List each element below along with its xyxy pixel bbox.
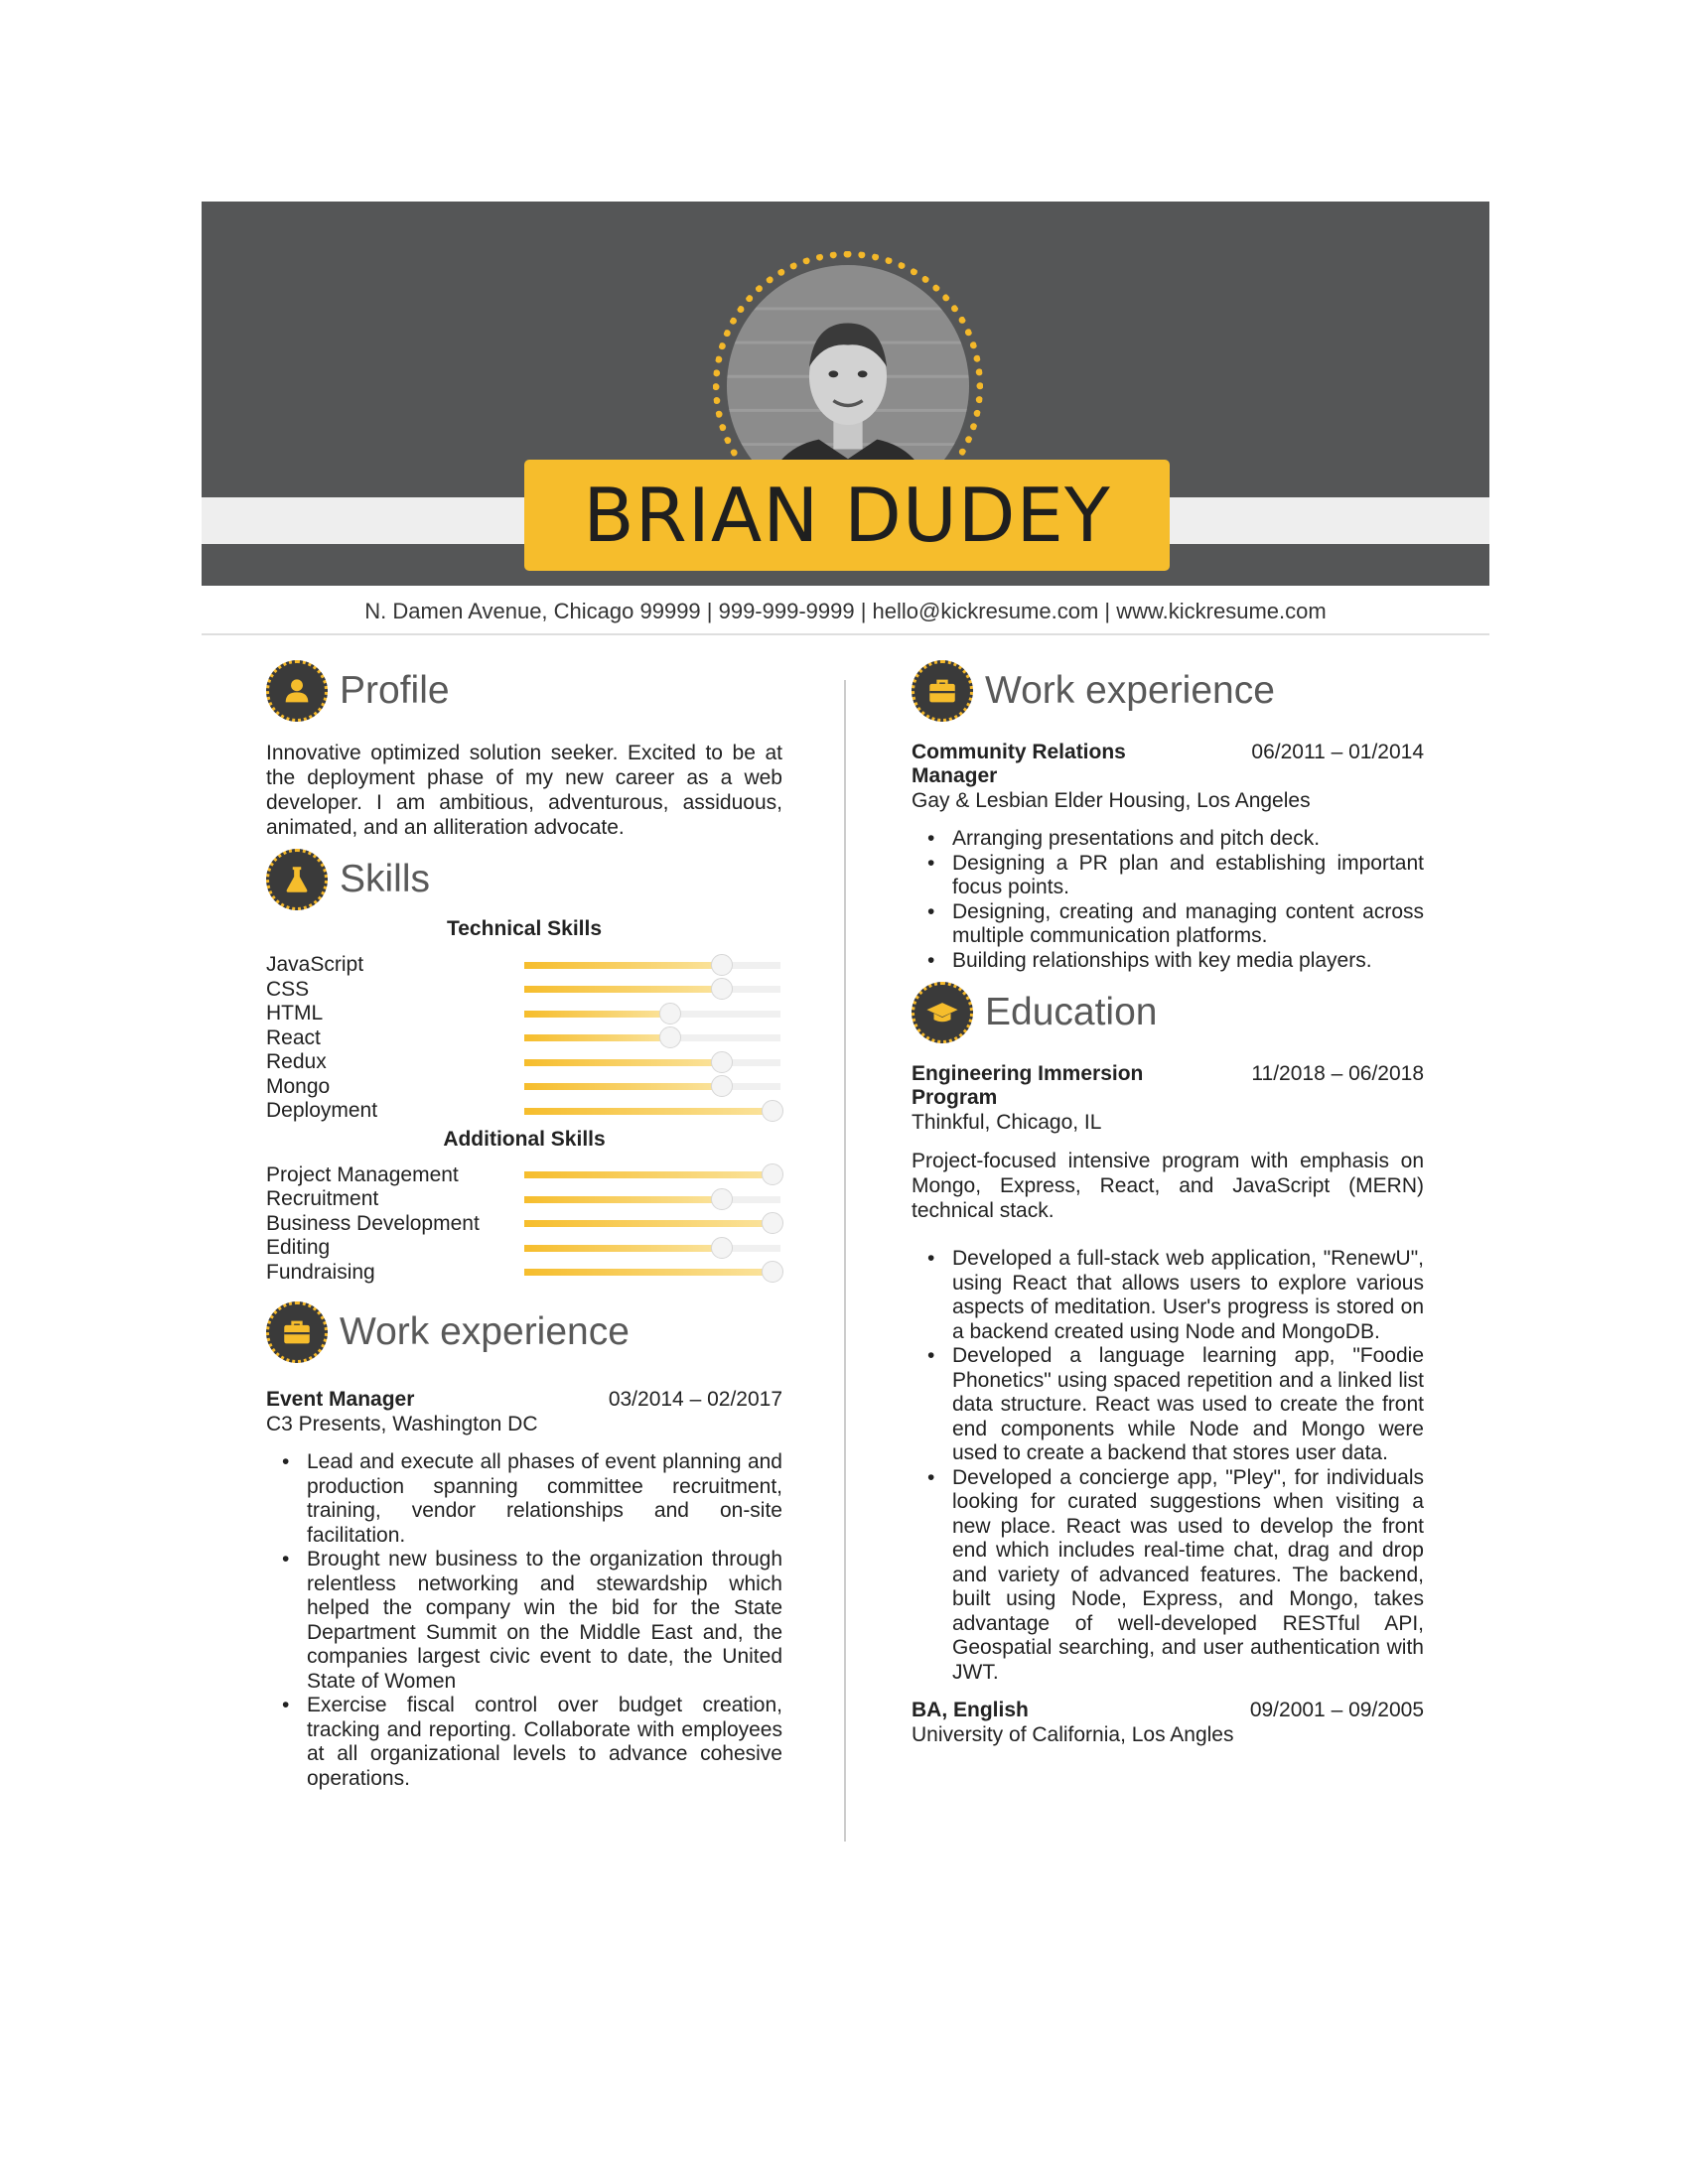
list-item: • Lead and execute all phases of event planning and production spanning committee recruitment, training, vendor relationships and on-site facilitation.: [266, 1450, 782, 1548]
skill-level-knob: [711, 1237, 733, 1259]
profile-title: Profile: [340, 669, 450, 712]
skill-level-knob: [711, 954, 733, 976]
program-institution: Thinkful, Chicago, IL: [912, 1111, 1102, 1134]
skill-name: Editing: [266, 1236, 331, 1260]
skill-name: Fundraising: [266, 1260, 375, 1284]
skill-row: [266, 1050, 782, 1075]
work-right-section-header: [912, 655, 1424, 727]
graduation-cap-icon: [912, 982, 973, 1043]
skill-level-bar: [524, 1171, 780, 1178]
job-organization: Gay & Lesbian Elder Housing, Los Angeles: [912, 789, 1311, 812]
program-title: Engineering Immersion Program: [912, 1062, 1144, 1109]
skill-level-knob: [762, 1261, 783, 1283]
skill-level-fill: [524, 1011, 670, 1018]
work-left-title: Work experience: [340, 1310, 630, 1353]
additional-skills-title: Additional Skills: [443, 1127, 606, 1151]
skill-row: [266, 978, 782, 1003]
name-banner: [524, 460, 1170, 571]
skill-name: HTML: [266, 1002, 324, 1025]
skill-name: Deployment: [266, 1099, 378, 1123]
skill-level-knob: [711, 1075, 733, 1097]
skill-row: [266, 1075, 782, 1100]
skill-name: React: [266, 1025, 321, 1049]
skill-level-fill: [524, 1196, 722, 1203]
job-header: [266, 1388, 782, 1412]
skill-level-fill: [524, 1245, 722, 1252]
skill-row: [266, 1099, 782, 1124]
technical-skills-title: Technical Skills: [446, 917, 602, 940]
skill-level-knob: [711, 1051, 733, 1073]
candidate-name: BRIAN DUDEY: [583, 472, 1111, 559]
skill-level-fill: [524, 1083, 722, 1090]
list-item: • Designing, creating and managing content across multiple communication platforms.: [912, 900, 1424, 949]
skill-name: CSS: [266, 977, 310, 1001]
technical-skills-list: [266, 953, 782, 1124]
skill-row: [266, 1163, 782, 1188]
skill-level-fill: [524, 1220, 773, 1227]
list-item: • Developed a concierge app, "Pley", for individuals looking for curated suggestions when visiting a new place. React was used to develop the front end which includes real-time chat, drag and drop and variety of advanced features. The backend, built using Node, Express, and Mongo, takes advantage of well-developed RESTful API, Geospatial searching, and user authentication with JWT.: [912, 1466, 1424, 1686]
program-header: [912, 1062, 1424, 1110]
skill-name: Project Management: [266, 1162, 459, 1186]
skills-section-header: [266, 844, 782, 915]
contact-info: N. Damen Avenue, Chicago 99999 | 999-999-9999 | hello@kickresume.com | www.kickresume.com: [364, 599, 1327, 623]
education-program: [912, 1062, 1424, 1685]
skill-level-bar: [524, 986, 780, 993]
skill-level-knob: [711, 978, 733, 1000]
skill-name: Mongo: [266, 1074, 331, 1098]
list-item: • Developed a full-stack web application, "RenewU", using React that allows users to explore various aspects of meditation. User's progress is stored on a backend created using Node and MongoDB.: [912, 1247, 1424, 1344]
skill-level-bar: [524, 1245, 780, 1252]
skill-level-fill: [524, 1171, 773, 1178]
skill-row: [266, 1236, 782, 1261]
skill-level-fill: [524, 1059, 722, 1066]
skill-level-knob: [711, 1188, 733, 1210]
list-item: • Exercise fiscal control over budget creation, tracking and reporting. Collaborate with employees at all organizational levels to advance cohesive operations.: [266, 1694, 782, 1791]
skill-level-fill: [524, 1034, 670, 1041]
work-right-title: Work experience: [985, 669, 1275, 712]
column-divider: [844, 680, 846, 1842]
skill-level-bar: [524, 1083, 780, 1090]
right-column: [912, 655, 1424, 1761]
work-left-section-header: [266, 1297, 782, 1368]
skill-level-knob: [762, 1212, 783, 1234]
skill-level-knob: [659, 1026, 681, 1048]
skill-level-knob: [659, 1003, 681, 1024]
skill-level-fill: [524, 1269, 773, 1276]
list-item: • Designing a PR plan and establishing important focus points.: [912, 852, 1424, 900]
person-icon: [266, 660, 328, 722]
job-bullets: [912, 827, 1424, 973]
job-bullets: [266, 1450, 782, 1791]
additional-skills-list: [266, 1163, 782, 1286]
left-column: [266, 655, 782, 1791]
skills-title: Skills: [340, 858, 431, 900]
list-item: • Arranging presentations and pitch deck.: [912, 827, 1424, 852]
skill-name: Business Development: [266, 1211, 480, 1235]
skill-row: [266, 1212, 782, 1237]
skill-level-bar: [524, 1220, 780, 1227]
degree-header: [912, 1699, 1424, 1722]
job-dates: 03/2014 – 02/2017: [608, 1388, 782, 1411]
list-item: • Building relationships with key media players.: [912, 949, 1424, 974]
skill-level-knob: [762, 1163, 783, 1185]
job-event-manager: [266, 1388, 782, 1791]
degree-dates: 09/2001 – 09/2005: [1249, 1699, 1424, 1721]
degree-title: BA, English: [912, 1699, 1029, 1721]
skill-level-bar: [524, 1108, 780, 1115]
education-section-header: [912, 977, 1424, 1048]
degree-institution: University of California, Los Angles: [912, 1723, 1234, 1746]
skill-level-fill: [524, 986, 722, 993]
skill-row: [266, 953, 782, 978]
skill-name: JavaScript: [266, 953, 364, 977]
skill-row: [266, 1261, 782, 1286]
education-title: Education: [985, 991, 1158, 1033]
skill-name: Redux: [266, 1050, 327, 1074]
job-title: Community Relations Manager: [912, 741, 1126, 787]
list-item: • Brought new business to the organization through relentless networking and stewardship which helped the company win the bid for the State Department Summit on the Middle East and, the companies largest civic event to date, the United State of Women: [266, 1548, 782, 1694]
skill-row: [266, 1002, 782, 1026]
briefcase-icon: [266, 1301, 328, 1363]
skill-level-bar: [524, 1059, 780, 1066]
skill-row: [266, 1026, 782, 1051]
skill-level-bar: [524, 1196, 780, 1203]
skill-level-bar: [524, 1011, 780, 1018]
job-dates: 06/2011 – 01/2014: [1251, 741, 1424, 763]
briefcase-icon: [912, 660, 973, 722]
flask-icon: [266, 849, 328, 910]
header-divider: [202, 633, 1489, 635]
job-community-relations: [912, 741, 1424, 973]
skill-row: [266, 1187, 782, 1212]
skill-level-fill: [524, 1108, 773, 1115]
program-description: Project-focused intensive program with emphasis on Mongo, Express, React, and JavaScript (MERN) technical stack.: [912, 1150, 1424, 1222]
job-header: [912, 741, 1424, 788]
education-degree: [912, 1699, 1424, 1747]
job-title: Event Manager: [266, 1388, 415, 1411]
skill-level-bar: [524, 962, 780, 969]
skill-level-fill: [524, 962, 722, 969]
profile-text: Innovative optimized solution seeker. Excited to be at the deployment phase of my new career as a web developer. I am ambitious, adventurous, assiduous, animated, and an alliteration advocate.: [266, 742, 782, 839]
skill-level-bar: [524, 1269, 780, 1276]
list-item: • Developed a language learning app, "Foodie Phonetics" using spaced repetition and a linked list data structure. React was used to create the front end components while Node and Mongo were used to create a backend that stores user data.: [912, 1344, 1424, 1466]
skill-name: Recruitment: [266, 1187, 379, 1211]
job-organization: C3 Presents, Washington DC: [266, 1413, 538, 1435]
skill-level-knob: [762, 1100, 783, 1122]
profile-section-header: [266, 655, 782, 727]
skill-level-bar: [524, 1034, 780, 1041]
program-bullets: [912, 1247, 1424, 1685]
program-dates: 11/2018 – 06/2018: [1251, 1062, 1424, 1085]
